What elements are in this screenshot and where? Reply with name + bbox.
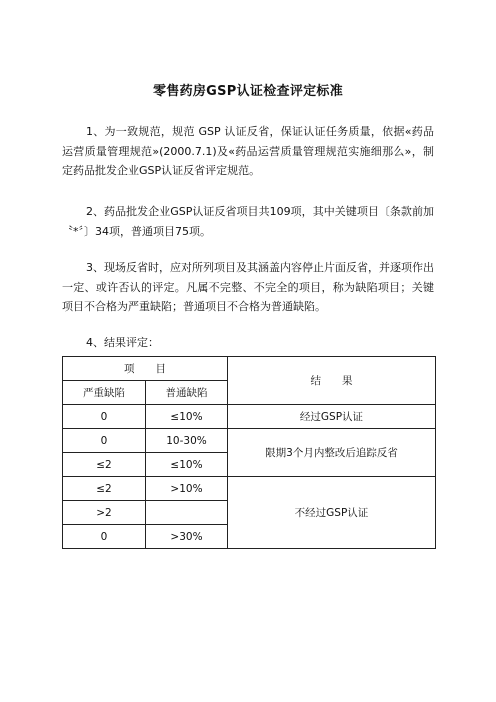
cell-serious: 0 xyxy=(63,429,146,453)
table-row xyxy=(63,477,436,501)
cell-serious: 0 xyxy=(63,405,146,429)
cell-general: >30% xyxy=(146,525,228,549)
col-general-defect: 普通缺陷 xyxy=(146,381,228,405)
cell-result-pass: 经过GSP认证 xyxy=(228,405,436,429)
table-row xyxy=(63,429,436,453)
evaluation-table xyxy=(62,356,436,549)
cell-serious: ≤2 xyxy=(63,477,146,501)
table-header-row xyxy=(63,357,436,381)
cell-serious: >2 xyxy=(63,501,146,525)
cell-result-rectify: 限期3个月内整改后追踪反省 xyxy=(228,429,436,477)
col-serious-defect: 严重缺陷 xyxy=(63,381,146,405)
cell-serious: 0 xyxy=(63,525,146,549)
cell-serious: ≤2 xyxy=(63,453,146,477)
document-title: 零售药房GSP认证检查评定标准 xyxy=(152,84,344,99)
cell-general: >10% xyxy=(146,477,228,501)
cell-general: ≤10% xyxy=(146,405,228,429)
cell-general: 10-30% xyxy=(146,429,228,453)
cell-general xyxy=(146,501,228,525)
header-result: 结 果 xyxy=(228,357,436,405)
cell-result-fail: 不经过GSP认证 xyxy=(228,477,436,549)
table-row xyxy=(63,405,436,429)
paragraph-1: 1、为一致规范，规范 GSP 认证反省，保证认证任务质量，依据«药品运营质量管理规范»(2000.7.1)及«药品运营质量管理规范实施细那么»，制定药品批发企业GSP认证反省评定规范。 xyxy=(62,125,434,177)
cell-general: ≤10% xyxy=(146,453,228,477)
header-items: 项 目 xyxy=(63,357,228,381)
paragraph-3: 3、现场反省时，应对所列项目及其涵盖内容停止片面反省，并逐项作出一定、或许否认的评定。凡属不完整、不完全的项目，称为缺陷项目；关键项目不合格为严重缺陷；普通项目不合格为普通缺陷。 xyxy=(62,261,434,313)
paragraph-2: 2、药品批发企业GSP认证反省项目共109项，其中关键项目〔条款前加〝*〞〕34项，普通项目75项。 xyxy=(62,205,434,238)
paragraph-4: 4、结果评定： xyxy=(86,336,159,349)
